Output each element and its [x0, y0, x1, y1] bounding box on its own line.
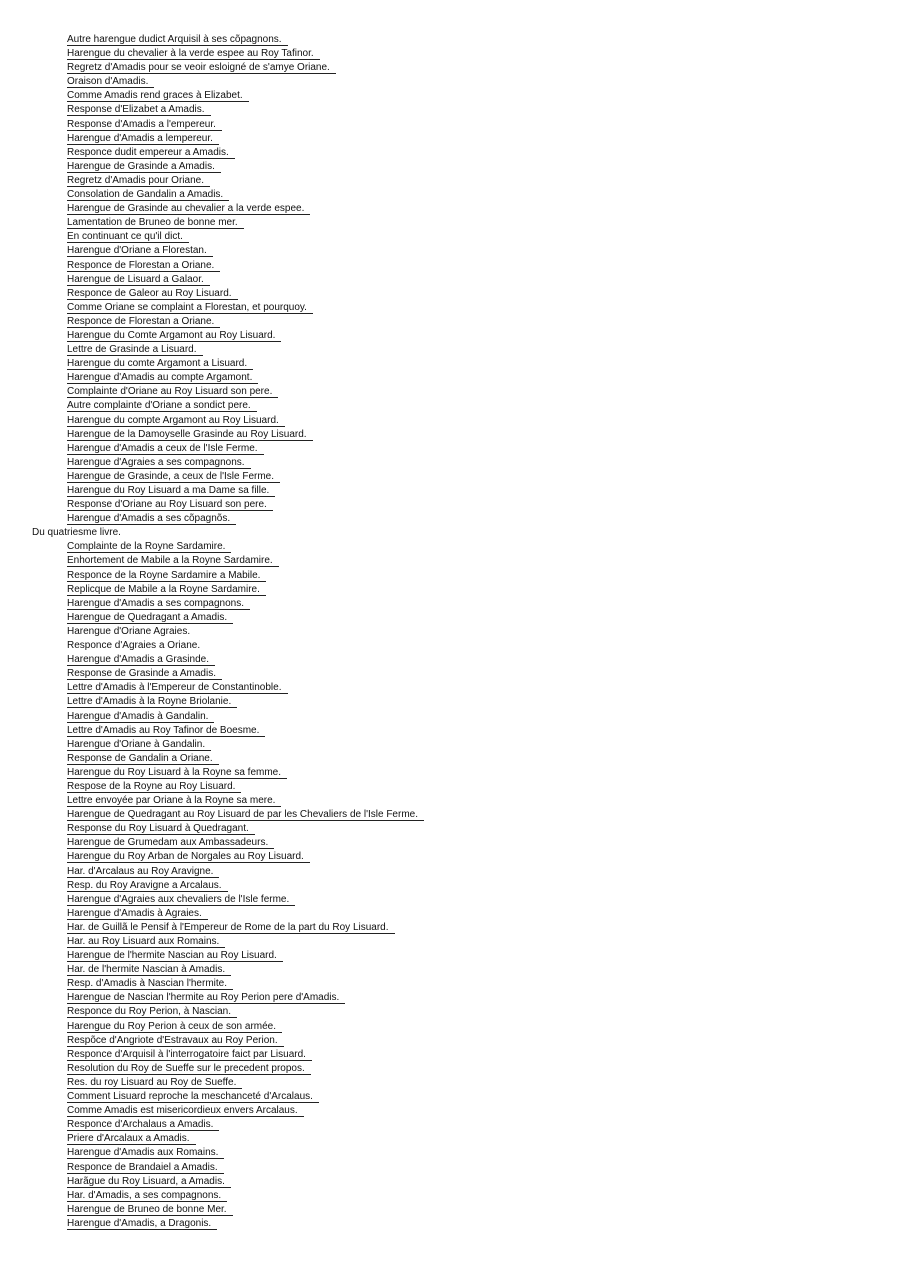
index-entry[interactable]	[0, 1020, 905, 1034]
index-entry[interactable]	[0, 949, 905, 963]
index-entry-text: Response d'Amadis a l'empereur.	[67, 119, 222, 131]
index-entry[interactable]	[0, 470, 905, 484]
index-entry[interactable]	[0, 160, 905, 174]
index-entry-text: Har. au Roy Lisuard aux Romains.	[67, 936, 225, 948]
index-entry[interactable]	[0, 132, 905, 146]
index-entry[interactable]	[0, 61, 905, 75]
index-entry-text: Responce dudit empereur a Amadis.	[67, 147, 235, 159]
index-entry[interactable]	[0, 963, 905, 977]
index-entry-text: Response d'Elizabet a Amadis.	[67, 104, 211, 116]
index-entry-text: Respose de la Royne au Roy Lisuard.	[67, 781, 241, 793]
index-entry-text: Lamentation de Bruneo de bonne mer.	[67, 217, 244, 229]
index-entry[interactable]	[0, 1034, 905, 1048]
index-entry-text: Harengue d'Amadis a ceux de l'Isle Ferme.	[67, 443, 264, 455]
index-entry[interactable]	[0, 808, 905, 822]
index-entry-text: Harengue de Quedragant a Amadis.	[67, 612, 233, 624]
index-entry[interactable]	[0, 301, 905, 315]
index-entry[interactable]	[0, 498, 905, 512]
index-entry[interactable]	[0, 738, 905, 752]
index-entry[interactable]	[0, 428, 905, 442]
index-entry[interactable]	[0, 75, 905, 89]
index-entry-text: Harengue d'Oriane à Gandalin.	[67, 739, 211, 751]
index-entry[interactable]	[0, 259, 905, 273]
index-entry[interactable]	[0, 1146, 905, 1160]
index-entry[interactable]	[0, 991, 905, 1005]
index-entry[interactable]	[0, 893, 905, 907]
index-entry-text: Harengue d'Amadis a lempereur.	[67, 133, 219, 145]
index-entry-text: Harengue d'Amadis à Gandalin.	[67, 711, 214, 723]
index-entry-text: Response d'Oriane au Roy Lisuard son pere.	[67, 499, 273, 511]
index-entry[interactable]	[0, 230, 905, 244]
index-entry-text: Lettre de Grasinde a Lisuard.	[67, 344, 203, 356]
index-entry[interactable]	[0, 639, 905, 653]
index-entry[interactable]	[0, 667, 905, 681]
index-entry[interactable]	[0, 484, 905, 498]
index-entry[interactable]	[0, 625, 905, 639]
index-entry[interactable]	[0, 89, 905, 103]
index-entry[interactable]	[0, 442, 905, 456]
index-entry[interactable]	[0, 315, 905, 329]
index-entry-text: Harengue de Quedragant au Roy Lisuard de par les Chevaliers de l'Isle Ferme.	[67, 809, 424, 821]
index-entry-text: Comment Lisuard reproche la meschanceté d'Arcalaus.	[67, 1091, 319, 1103]
index-entry[interactable]	[0, 1175, 905, 1189]
index-entry-text: Replicque de Mabile a la Royne Sardamire.	[67, 584, 266, 596]
index-entry[interactable]	[0, 385, 905, 399]
index-entry-text: Harengue de Nascian l'hermite au Roy Perion pere d'Amadis.	[67, 992, 345, 1004]
index-entry-text: Har. de l'hermite Nascian à Amadis.	[67, 964, 231, 976]
index-entry-text: Complainte de la Royne Sardamire.	[67, 541, 231, 553]
index-entry-text: Harãgue du Roy Lisuard, a Amadis.	[67, 1176, 231, 1188]
index-entry-text: Responce du Roy Perion, à Nascian.	[67, 1006, 237, 1018]
index-entry[interactable]	[0, 977, 905, 991]
index-entry-text: Regretz d'Amadis pour Oriane.	[67, 175, 210, 187]
index-entry-text: Harengue d'Agraies aux chevaliers de l'Isle ferme.	[67, 894, 295, 906]
index-entry[interactable]	[0, 329, 905, 343]
index-entry[interactable]	[0, 822, 905, 836]
index-entry-text: Harengue d'Amadis, a Dragonis.	[67, 1218, 217, 1230]
index-entry[interactable]	[0, 216, 905, 230]
index-entry[interactable]	[0, 357, 905, 371]
index-entry-text: Harengue du chevalier à la verde espee au Roy Tafinor.	[67, 48, 320, 60]
index-entry[interactable]	[0, 146, 905, 160]
index-entry-text: Respõce d'Angriote d'Estravaux au Roy Perion.	[67, 1035, 284, 1047]
index-entry-text: Har. de Guillã le Pensif à l'Empereur de Rome de la part du Roy Lisuard.	[67, 922, 395, 934]
index-entry-text: Responce de Florestan a Oriane.	[67, 316, 220, 328]
index-entry[interactable]	[0, 1090, 905, 1104]
index-entry-text: Harengue de Lisuard a Galaor.	[67, 274, 210, 286]
index-entry[interactable]	[0, 935, 905, 949]
index-entry[interactable]	[0, 569, 905, 583]
index-entry[interactable]	[0, 188, 905, 202]
index-entry[interactable]	[0, 597, 905, 611]
index-entry-text: Harengue du Roy Perion à ceux de son armée.	[67, 1021, 282, 1033]
index-entry-text: Consolation de Gandalin a Amadis.	[67, 189, 229, 201]
index-entry[interactable]	[0, 1076, 905, 1090]
section-heading	[0, 526, 905, 540]
index-entry[interactable]	[0, 399, 905, 413]
index-entry-text: Lettre d'Amadis à l'Empereur de Constantinoble.	[67, 682, 288, 694]
index-entry-text: Harengue d'Agraies a ses compagnons.	[67, 457, 251, 469]
index-entry-text: Responce d'Arquisil à l'interrogatoire faict par Lisuard.	[67, 1049, 312, 1061]
index-entry[interactable]	[0, 1203, 905, 1217]
index-entry[interactable]	[0, 1048, 905, 1062]
index-entry-text: Harengue de Grasinde au chevalier a la verde espee.	[67, 203, 310, 215]
index-entry-text: Complainte d'Oriane au Roy Lisuard son pere.	[67, 386, 278, 398]
index-entry-text: Har. d'Amadis, a ses compagnons.	[67, 1190, 227, 1202]
index-entry[interactable]	[0, 1161, 905, 1175]
index-entry-text: Harengue d'Amadis à Agraies.	[67, 908, 208, 920]
index-entry-text: Harengue de Grasinde a Amadis.	[67, 161, 221, 173]
index-entry[interactable]	[0, 681, 905, 695]
index-entry-text: Comme Amadis rend graces à Elizabet.	[67, 90, 249, 102]
index-entry[interactable]	[0, 1132, 905, 1146]
index-entry-text: Harengue du Roy Arban de Norgales au Roy Lisuard.	[67, 851, 310, 863]
index-entry-text: Harengue d'Oriane Agraies.	[67, 625, 191, 637]
index-entry[interactable]	[0, 33, 905, 47]
index-entry-text: Resp. d'Amadis à Nascian l'hermite.	[67, 978, 233, 990]
index-entry[interactable]	[0, 850, 905, 864]
index-entry[interactable]	[0, 752, 905, 766]
index-entry[interactable]	[0, 1005, 905, 1019]
index-entry[interactable]	[0, 202, 905, 216]
index-entry-text: Responce de Florestan a Oriane.	[67, 260, 220, 272]
index-entry-text: Priere d'Arcalaux a Amadis.	[67, 1133, 196, 1145]
index-entry[interactable]	[0, 1104, 905, 1118]
index-entry-text: Harengue d'Amadis au compte Argamont.	[67, 372, 258, 384]
index-entry[interactable]	[0, 103, 905, 117]
index-entry[interactable]	[0, 371, 905, 385]
index-entry-text: Harengue d'Oriane a Florestan.	[67, 245, 213, 257]
index-entry-text: Harengue de l'hermite Nascian au Roy Lisuard.	[67, 950, 283, 962]
index-entry[interactable]	[0, 273, 905, 287]
index-entry[interactable]	[0, 1217, 905, 1231]
index-entry-text: En continuant ce qu'il dict.	[67, 231, 189, 243]
index-entry-text: Harengue de Grumedam aux Ambassadeurs.	[67, 837, 274, 849]
index-entry[interactable]	[0, 836, 905, 850]
index-entry[interactable]	[0, 540, 905, 554]
section-heading-text: Du quatriesme livre.	[32, 527, 121, 539]
index-entry[interactable]	[0, 47, 905, 61]
index-entry-text: Harengue d'Amadis a ses cõpagnõs.	[67, 513, 236, 525]
index-entry[interactable]	[0, 512, 905, 526]
index-entry-text: Harengue d'Amadis a Grasinde.	[67, 654, 215, 666]
index-entry-text: Responce d'Agraies a Oriane.	[67, 640, 201, 652]
index-entry-text: Resolution du Roy de Sueffe sur le precedent propos.	[67, 1063, 311, 1075]
index-entry-text: Harengue d'Amadis a ses compagnons.	[67, 598, 250, 610]
index-entry[interactable]	[0, 879, 905, 893]
index-entry-text: Response de Grasinde a Amadis.	[67, 668, 222, 680]
index-entry-text: Autre harengue dudict Arquisil à ses cõpagnons.	[67, 34, 288, 46]
index-entry[interactable]	[0, 456, 905, 470]
index-entry[interactable]	[0, 1189, 905, 1203]
index-entry-text: Harengue d'Amadis aux Romains.	[67, 1147, 224, 1159]
index-entry-text: Res. du roy Lisuard au Roy de Sueffe.	[67, 1077, 242, 1089]
index-entry-text: Harengue du Roy Lisuard à la Royne sa femme.	[67, 767, 287, 779]
index-entry-text: Harengue du compte Argamont au Roy Lisuard.	[67, 415, 285, 427]
index-entry-text: Lettre d'Amadis à la Royne Briolanie.	[67, 696, 237, 708]
index-entry-text: Response du Roy Lisuard à Quedragant.	[67, 823, 255, 835]
index-entry-text: Enhortement de Mabile a la Royne Sardamire.	[67, 555, 279, 567]
index-entry[interactable]	[0, 695, 905, 709]
index-entry-text: Lettre d'Amadis au Roy Tafinor de Boesme.	[67, 725, 265, 737]
index-entry-text: Harengue de Bruneo de bonne Mer.	[67, 1204, 233, 1216]
index-entry[interactable]	[0, 653, 905, 667]
index-entry-text: Response de Gandalin a Oriane.	[67, 753, 219, 765]
index-entry[interactable]	[0, 724, 905, 738]
index-entry[interactable]	[0, 118, 905, 132]
index-entry-text: Autre complainte d'Oriane a sondict pere.	[67, 400, 257, 412]
index-entry[interactable]	[0, 554, 905, 568]
index-entry-text: Regretz d'Amadis pour se veoir esloigné de s'amye Oriane.	[67, 62, 336, 74]
index-entry[interactable]	[0, 287, 905, 301]
index-entry[interactable]	[0, 611, 905, 625]
index-entry[interactable]	[0, 794, 905, 808]
index-entry-text: Har. d'Arcalaus au Roy Aravigne.	[67, 866, 219, 878]
index-entry[interactable]	[0, 766, 905, 780]
index-entry[interactable]	[0, 921, 905, 935]
index-entry-text: Lettre envoyée par Oriane à la Royne sa mere.	[67, 795, 281, 807]
index-entry[interactable]	[0, 1118, 905, 1132]
index-entry[interactable]	[0, 780, 905, 794]
index-entry[interactable]	[0, 343, 905, 357]
index-entry[interactable]	[0, 1062, 905, 1076]
index-entry-text: Harengue du comte Argamont a Lisuard.	[67, 358, 253, 370]
index-entry-text: Harengue du Comte Argamont au Roy Lisuard.	[67, 330, 281, 342]
index-entry[interactable]	[0, 174, 905, 188]
table-of-contents-page	[0, 33, 905, 1231]
index-entry-text: Harengue du Roy Lisuard a ma Dame sa fille.	[67, 485, 275, 497]
index-entry[interactable]	[0, 244, 905, 258]
index-entry-text: Harengue de Grasinde, a ceux de l'Isle Ferme.	[67, 471, 280, 483]
index-entry[interactable]	[0, 583, 905, 597]
index-entry-text: Responce de Brandaiel a Amadis.	[67, 1162, 224, 1174]
index-entry[interactable]	[0, 907, 905, 921]
index-entry-text: Resp. du Roy Aravigne a Arcalaus.	[67, 880, 228, 892]
index-entry-text: Harengue de la Damoyselle Grasinde au Roy Lisuard.	[67, 429, 313, 441]
index-entry-text: Responce de Galeor au Roy Lisuard.	[67, 288, 238, 300]
index-entry-text: Oraison d'Amadis.	[67, 76, 154, 88]
index-entry[interactable]	[0, 710, 905, 724]
index-entry-text: Responce de la Royne Sardamire a Mabile.	[67, 570, 266, 582]
index-entry[interactable]	[0, 865, 905, 879]
index-entry-text: Responce d'Archalaus a Amadis.	[67, 1119, 219, 1131]
index-entry-text: Comme Oriane se complaint a Florestan, et pourquoy.	[67, 302, 313, 314]
index-entry[interactable]	[0, 414, 905, 428]
index-entry-text: Comme Amadis est misericordieux envers Arcalaus.	[67, 1105, 304, 1117]
